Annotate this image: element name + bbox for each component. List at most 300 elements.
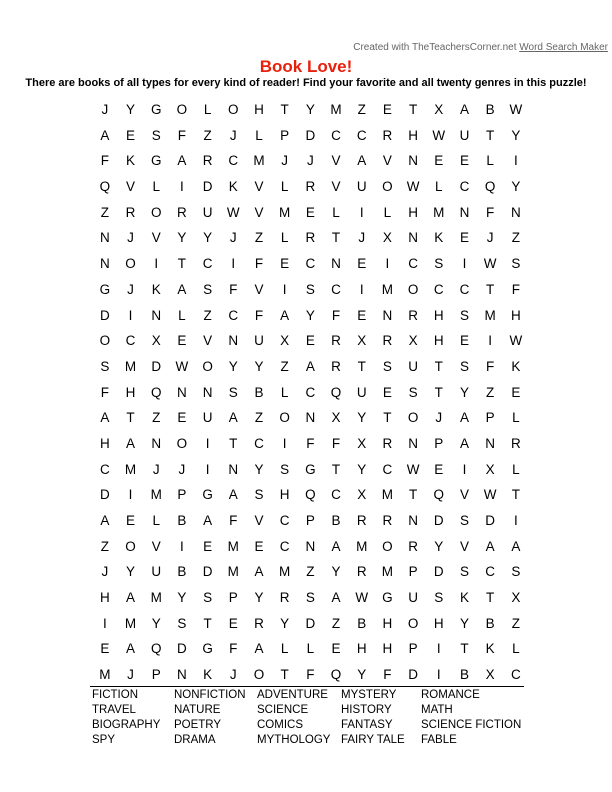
grid-letter[interactable]: J bbox=[101, 564, 109, 580]
grid-letter[interactable]: I bbox=[180, 538, 184, 554]
grid-letter[interactable]: R bbox=[382, 127, 393, 143]
grid-letter[interactable]: T bbox=[331, 461, 341, 477]
grid-letter[interactable]: O bbox=[228, 102, 239, 117]
grid-letter[interactable]: N bbox=[99, 230, 110, 246]
grid-letter[interactable]: Y bbox=[357, 461, 367, 477]
grid-letter[interactable]: K bbox=[434, 230, 444, 246]
grid-letter[interactable]: M bbox=[356, 538, 368, 554]
grid-letter[interactable]: Y bbox=[305, 102, 315, 117]
grid-letter[interactable]: E bbox=[305, 204, 315, 220]
grid-letter[interactable]: K bbox=[459, 590, 469, 606]
grid-letter[interactable]: T bbox=[408, 487, 418, 503]
grid-letter[interactable]: W bbox=[355, 590, 369, 606]
grid-letter[interactable]: J bbox=[229, 127, 237, 143]
grid-letter[interactable]: S bbox=[203, 281, 213, 297]
grid-letter[interactable]: I bbox=[359, 281, 364, 297]
grid-letter[interactable]: S bbox=[254, 487, 264, 503]
grid-letter[interactable]: Z bbox=[357, 102, 366, 117]
grid-letter[interactable]: T bbox=[460, 641, 469, 657]
grid-letter[interactable]: F bbox=[331, 435, 341, 451]
grid-letter[interactable]: Y bbox=[280, 615, 290, 631]
grid-letter[interactable]: S bbox=[459, 358, 469, 374]
grid-letter[interactable]: G bbox=[150, 153, 162, 169]
grid-letter[interactable]: J bbox=[486, 230, 494, 246]
grid-letter[interactable]: J bbox=[435, 410, 443, 426]
grid-letter[interactable]: V bbox=[331, 179, 341, 195]
grid-letter[interactable]: W bbox=[175, 358, 189, 374]
grid-letter[interactable]: V bbox=[459, 487, 469, 503]
grid-letter[interactable]: N bbox=[228, 333, 239, 349]
grid-letter[interactable]: R bbox=[331, 358, 341, 374]
grid-letter[interactable]: B bbox=[254, 384, 264, 400]
grid-letter[interactable]: T bbox=[383, 410, 392, 426]
grid-letter[interactable]: O bbox=[150, 204, 162, 220]
grid-letter[interactable]: U bbox=[356, 384, 367, 400]
grid-letter[interactable]: C bbox=[382, 461, 393, 477]
grid-letter[interactable]: A bbox=[357, 153, 367, 169]
grid-letter[interactable]: H bbox=[433, 615, 444, 631]
grid-letter[interactable]: M bbox=[124, 615, 137, 631]
grid-letter[interactable]: T bbox=[434, 358, 443, 374]
grid-letter[interactable]: I bbox=[359, 204, 364, 220]
grid-letter[interactable]: L bbox=[332, 204, 340, 220]
grid-letter[interactable]: E bbox=[357, 307, 367, 323]
grid-letter[interactable]: T bbox=[331, 230, 341, 246]
grid-letter[interactable]: R bbox=[177, 204, 187, 220]
grid-letter[interactable]: F bbox=[100, 384, 109, 400]
grid-letter[interactable]: A bbox=[126, 435, 136, 451]
grid-letter[interactable]: H bbox=[125, 384, 136, 400]
grid-letter[interactable]: E bbox=[254, 538, 264, 554]
grid-letter[interactable]: D bbox=[408, 667, 418, 683]
grid-letter[interactable]: T bbox=[486, 281, 495, 297]
grid-letter[interactable]: A bbox=[254, 641, 264, 657]
grid-letter[interactable]: M bbox=[484, 307, 496, 323]
grid-letter[interactable]: P bbox=[408, 641, 418, 657]
grid-letter[interactable]: M bbox=[99, 667, 111, 683]
grid-letter[interactable]: C bbox=[331, 281, 341, 297]
grid-letter[interactable]: O bbox=[125, 538, 136, 554]
grid-letter[interactable]: Z bbox=[511, 615, 520, 631]
grid-letter[interactable]: A bbox=[177, 153, 187, 169]
grid-letter[interactable]: S bbox=[203, 590, 213, 606]
grid-letter[interactable]: R bbox=[510, 435, 521, 451]
grid-letter[interactable]: Y bbox=[126, 102, 136, 117]
grid-letter[interactable]: R bbox=[202, 153, 213, 169]
grid-letter[interactable]: N bbox=[408, 513, 418, 528]
grid-letter[interactable]: L bbox=[280, 384, 289, 400]
grid-letter[interactable]: H bbox=[279, 487, 290, 503]
grid-letter[interactable]: F bbox=[306, 667, 315, 683]
grid-letter[interactable]: L bbox=[486, 153, 494, 169]
grid-letter[interactable]: R bbox=[356, 513, 367, 528]
grid-letter[interactable]: V bbox=[254, 513, 264, 528]
grid-letter[interactable]: A bbox=[100, 410, 110, 426]
grid-letter[interactable]: H bbox=[254, 102, 264, 117]
grid-letter[interactable]: C bbox=[331, 487, 341, 503]
grid-letter[interactable]: F bbox=[229, 641, 238, 657]
grid-letter[interactable]: W bbox=[483, 256, 497, 272]
grid-letter[interactable]: Y bbox=[228, 358, 238, 374]
grid-letter[interactable]: Z bbox=[486, 384, 495, 400]
grid-letter[interactable]: N bbox=[331, 256, 341, 272]
grid-letter[interactable]: O bbox=[407, 410, 419, 426]
grid-letter[interactable]: L bbox=[152, 513, 160, 528]
grid-letter[interactable]: A bbox=[126, 641, 136, 657]
grid-letter[interactable]: T bbox=[177, 256, 187, 272]
grid-letter[interactable]: N bbox=[202, 384, 213, 400]
grid-letter[interactable]: E bbox=[280, 256, 290, 272]
grid-letter[interactable]: A bbox=[459, 102, 469, 117]
grid-letter[interactable]: C bbox=[305, 384, 316, 400]
grid-letter[interactable]: F bbox=[306, 435, 315, 451]
grid-letter[interactable]: O bbox=[407, 281, 419, 297]
grid-letter[interactable]: T bbox=[203, 615, 212, 631]
grid-letter[interactable]: I bbox=[180, 179, 184, 195]
grid-letter[interactable]: F bbox=[511, 281, 520, 297]
grid-letter[interactable]: Z bbox=[511, 230, 520, 246]
grid-letter[interactable]: V bbox=[203, 333, 213, 349]
grid-letter[interactable]: I bbox=[436, 667, 441, 683]
grid-letter[interactable]: T bbox=[434, 384, 443, 400]
grid-letter[interactable]: W bbox=[432, 127, 446, 143]
grid-letter[interactable]: X bbox=[511, 590, 521, 606]
grid-letter[interactable]: H bbox=[408, 204, 418, 220]
grid-letter[interactable]: N bbox=[459, 204, 470, 220]
grid-letter[interactable]: H bbox=[510, 307, 521, 323]
grid-letter[interactable]: E bbox=[126, 127, 136, 143]
grid-letter[interactable]: S bbox=[305, 281, 315, 297]
grid-letter[interactable]: Z bbox=[280, 358, 289, 374]
grid-letter[interactable]: X bbox=[434, 102, 444, 117]
grid-letter[interactable]: X bbox=[280, 333, 290, 349]
grid-letter[interactable]: Q bbox=[330, 384, 342, 400]
grid-letter[interactable]: I bbox=[462, 461, 467, 477]
grid-letter[interactable]: V bbox=[151, 538, 161, 554]
grid-letter[interactable]: E bbox=[459, 153, 469, 169]
grid-letter[interactable]: J bbox=[281, 153, 289, 169]
grid-letter[interactable]: C bbox=[125, 333, 136, 349]
grid-letter[interactable]: W bbox=[483, 487, 497, 503]
grid-letter[interactable]: I bbox=[205, 461, 210, 477]
grid-letter[interactable]: S bbox=[459, 513, 469, 528]
grid-letter[interactable]: Y bbox=[203, 230, 213, 246]
grid-letter[interactable]: Q bbox=[150, 641, 162, 657]
grid-letter[interactable]: D bbox=[305, 615, 316, 631]
grid-letter[interactable]: L bbox=[152, 179, 160, 195]
grid-letter[interactable]: Z bbox=[306, 564, 315, 580]
grid-letter[interactable]: Y bbox=[331, 564, 341, 580]
grid-letter[interactable]: M bbox=[381, 564, 394, 580]
grid-letter[interactable]: M bbox=[330, 102, 342, 117]
grid-letter[interactable]: P bbox=[151, 667, 161, 683]
grid-letter[interactable]: I bbox=[513, 513, 518, 528]
grid-letter[interactable]: M bbox=[279, 204, 291, 220]
grid-letter[interactable]: U bbox=[202, 410, 213, 426]
grid-letter[interactable]: D bbox=[202, 564, 213, 580]
grid-letter[interactable]: F bbox=[254, 307, 264, 323]
grid-letter[interactable]: N bbox=[510, 204, 521, 220]
grid-letter[interactable]: I bbox=[385, 256, 390, 272]
grid-letter[interactable]: O bbox=[176, 102, 188, 117]
grid-letter[interactable]: U bbox=[254, 333, 264, 349]
grid-letter[interactable]: U bbox=[202, 204, 213, 220]
grid-letter[interactable]: A bbox=[511, 538, 521, 554]
grid-letter[interactable]: A bbox=[254, 564, 264, 580]
word-search-maker-link[interactable]: Word Search Maker bbox=[519, 42, 608, 53]
grid-letter[interactable]: M bbox=[124, 358, 137, 374]
grid-letter[interactable]: O bbox=[253, 667, 265, 683]
grid-letter[interactable]: E bbox=[203, 538, 213, 554]
grid-letter[interactable]: M bbox=[227, 538, 239, 554]
grid-letter[interactable]: T bbox=[511, 487, 520, 503]
grid-letter[interactable]: P bbox=[408, 564, 418, 580]
grid-letter[interactable]: W bbox=[509, 102, 523, 117]
grid-letter[interactable]: D bbox=[151, 358, 162, 374]
grid-letter[interactable]: T bbox=[126, 410, 135, 426]
grid-letter[interactable]: D bbox=[99, 487, 110, 503]
grid-letter[interactable]: N bbox=[228, 461, 239, 477]
grid-letter[interactable]: C bbox=[510, 667, 521, 683]
grid-letter[interactable]: E bbox=[511, 384, 521, 400]
grid-letter[interactable]: S bbox=[100, 358, 110, 374]
grid-letter[interactable]: G bbox=[99, 281, 111, 297]
grid-letter[interactable]: A bbox=[203, 513, 213, 528]
grid-letter[interactable]: I bbox=[154, 256, 159, 272]
grid-letter[interactable]: O bbox=[407, 615, 419, 631]
grid-letter[interactable]: H bbox=[99, 590, 110, 606]
grid-letter[interactable]: X bbox=[331, 410, 341, 426]
grid-letter[interactable]: B bbox=[331, 513, 341, 528]
grid-letter[interactable]: F bbox=[383, 667, 392, 683]
grid-letter[interactable]: C bbox=[279, 513, 290, 528]
grid-letter[interactable]: P bbox=[177, 487, 187, 503]
grid-letter[interactable]: S bbox=[511, 564, 521, 580]
grid-letter[interactable]: J bbox=[306, 153, 314, 169]
grid-letter[interactable]: C bbox=[99, 461, 110, 477]
grid-letter[interactable]: I bbox=[462, 256, 467, 272]
grid-letter[interactable]: M bbox=[433, 204, 445, 220]
grid-letter[interactable]: T bbox=[408, 102, 418, 117]
grid-letter[interactable]: D bbox=[202, 179, 213, 195]
grid-letter[interactable]: X bbox=[485, 461, 495, 477]
grid-letter[interactable]: N bbox=[177, 667, 187, 683]
grid-letter[interactable]: A bbox=[100, 513, 110, 528]
grid-letter[interactable]: S bbox=[177, 615, 187, 631]
grid-letter[interactable]: F bbox=[331, 307, 341, 323]
grid-letter[interactable]: C bbox=[279, 538, 290, 554]
grid-letter[interactable]: H bbox=[382, 641, 393, 657]
grid-letter[interactable]: P bbox=[305, 513, 315, 528]
grid-letter[interactable]: D bbox=[433, 564, 444, 580]
grid-letter[interactable]: M bbox=[150, 487, 162, 503]
grid-letter[interactable]: J bbox=[229, 230, 237, 246]
grid-letter[interactable]: E bbox=[126, 513, 136, 528]
grid-letter[interactable]: C bbox=[331, 127, 341, 143]
grid-letter[interactable]: A bbox=[100, 127, 110, 143]
grid-letter[interactable]: X bbox=[357, 333, 367, 349]
grid-letter[interactable]: F bbox=[486, 358, 495, 374]
grid-letter[interactable]: V bbox=[254, 179, 264, 195]
grid-letter[interactable]: I bbox=[231, 256, 236, 272]
grid-letter[interactable]: A bbox=[459, 435, 469, 451]
grid-letter[interactable]: V bbox=[126, 179, 136, 195]
grid-letter[interactable]: L bbox=[435, 179, 443, 195]
grid-letter[interactable]: B bbox=[357, 615, 367, 631]
grid-letter[interactable]: L bbox=[512, 410, 520, 426]
grid-letter[interactable]: Q bbox=[433, 487, 445, 503]
grid-letter[interactable]: I bbox=[513, 153, 518, 169]
grid-letter[interactable]: H bbox=[99, 435, 110, 451]
grid-letter[interactable]: Z bbox=[203, 127, 212, 143]
grid-letter[interactable]: E bbox=[434, 461, 444, 477]
grid-letter[interactable]: Y bbox=[511, 127, 521, 143]
grid-letter[interactable]: S bbox=[151, 127, 161, 143]
grid-letter[interactable]: F bbox=[100, 153, 109, 169]
grid-letter[interactable]: A bbox=[485, 538, 495, 554]
grid-letter[interactable]: P bbox=[434, 435, 444, 451]
grid-letter[interactable]: I bbox=[128, 487, 133, 503]
grid-letter[interactable]: X bbox=[151, 333, 161, 349]
grid-letter[interactable]: D bbox=[99, 307, 110, 323]
grid-letter[interactable]: S bbox=[280, 461, 290, 477]
grid-letter[interactable]: K bbox=[228, 179, 238, 195]
grid-letter[interactable]: F bbox=[229, 513, 238, 528]
grid-letter[interactable]: Z bbox=[331, 615, 341, 631]
grid-letter[interactable]: E bbox=[459, 230, 469, 246]
grid-letter[interactable]: T bbox=[229, 435, 238, 451]
grid-letter[interactable]: N bbox=[485, 435, 496, 451]
grid-letter[interactable]: J bbox=[127, 230, 134, 246]
grid-letter[interactable]: U bbox=[408, 358, 418, 374]
grid-letter[interactable]: M bbox=[150, 590, 162, 606]
grid-letter[interactable]: S bbox=[511, 256, 521, 272]
grid-letter[interactable]: C bbox=[228, 153, 239, 169]
grid-letter[interactable]: Y bbox=[357, 667, 367, 683]
grid-letter[interactable]: V bbox=[331, 153, 341, 169]
grid-letter[interactable]: L bbox=[306, 641, 315, 657]
grid-letter[interactable]: C bbox=[459, 281, 470, 297]
grid-letter[interactable]: R bbox=[382, 333, 393, 349]
grid-letter[interactable]: N bbox=[305, 410, 316, 426]
grid-letter[interactable]: M bbox=[381, 281, 394, 297]
grid-letter[interactable]: F bbox=[486, 204, 495, 220]
grid-letter[interactable]: Y bbox=[459, 384, 469, 400]
grid-letter[interactable]: B bbox=[177, 513, 187, 528]
grid-letter[interactable]: N bbox=[305, 538, 316, 554]
grid-letter[interactable]: G bbox=[382, 590, 393, 606]
grid-letter[interactable]: L bbox=[255, 127, 263, 143]
grid-letter[interactable]: G bbox=[150, 102, 162, 117]
grid-letter[interactable]: E bbox=[382, 384, 392, 400]
grid-letter[interactable]: I bbox=[102, 615, 107, 631]
grid-letter[interactable]: B bbox=[177, 564, 187, 580]
grid-letter[interactable]: E bbox=[434, 153, 444, 169]
grid-letter[interactable]: N bbox=[408, 153, 418, 169]
grid-letter[interactable]: I bbox=[282, 435, 287, 451]
grid-letter[interactable]: L bbox=[383, 204, 392, 220]
grid-letter[interactable]: Y bbox=[177, 590, 187, 606]
grid-letter[interactable]: J bbox=[358, 230, 366, 246]
grid-letter[interactable]: T bbox=[486, 127, 495, 143]
grid-letter[interactable]: T bbox=[280, 102, 289, 117]
grid-letter[interactable]: R bbox=[305, 179, 316, 195]
grid-letter[interactable]: H bbox=[382, 615, 393, 631]
grid-letter[interactable]: A bbox=[228, 487, 238, 503]
grid-letter[interactable]: K bbox=[126, 153, 136, 169]
grid-letter[interactable]: W bbox=[509, 333, 523, 349]
grid-letter[interactable]: E bbox=[382, 102, 392, 117]
grid-letter[interactable]: C bbox=[228, 307, 239, 323]
grid-letter[interactable]: C bbox=[408, 256, 418, 272]
grid-letter[interactable]: R bbox=[382, 435, 393, 451]
grid-letter[interactable]: S bbox=[434, 256, 444, 272]
grid-letter[interactable]: D bbox=[177, 641, 187, 657]
grid-letter[interactable]: X bbox=[408, 333, 418, 349]
grid-letter[interactable]: K bbox=[151, 281, 161, 297]
grid-letter[interactable]: M bbox=[124, 461, 137, 477]
grid-letter[interactable]: X bbox=[485, 667, 495, 683]
grid-letter[interactable]: L bbox=[512, 641, 520, 657]
grid-letter[interactable]: V bbox=[254, 281, 264, 297]
grid-letter[interactable]: H bbox=[356, 641, 367, 657]
grid-letter[interactable]: H bbox=[433, 307, 444, 323]
grid-letter[interactable]: C bbox=[254, 435, 264, 451]
grid-letter[interactable]: Y bbox=[126, 564, 136, 580]
grid-letter[interactable]: R bbox=[254, 615, 264, 631]
grid-letter[interactable]: A bbox=[331, 538, 341, 554]
grid-letter[interactable]: R bbox=[382, 513, 393, 528]
grid-letter[interactable]: L bbox=[203, 102, 212, 117]
grid-letter[interactable]: X bbox=[357, 487, 367, 503]
grid-letter[interactable]: R bbox=[408, 307, 418, 323]
grid-letter[interactable]: W bbox=[406, 461, 420, 477]
grid-letter[interactable]: M bbox=[253, 153, 265, 169]
grid-letter[interactable]: B bbox=[485, 615, 495, 631]
grid-letter[interactable]: E bbox=[100, 641, 110, 657]
grid-letter[interactable]: A bbox=[126, 590, 136, 606]
grid-letter[interactable]: T bbox=[486, 590, 495, 606]
grid-letter[interactable]: W bbox=[226, 204, 240, 220]
grid-letter[interactable]: C bbox=[485, 564, 496, 580]
grid-letter[interactable]: E bbox=[305, 333, 315, 349]
grid-letter[interactable]: O bbox=[176, 435, 188, 451]
grid-letter[interactable]: I bbox=[488, 333, 493, 349]
grid-letter[interactable]: Q bbox=[150, 384, 162, 400]
grid-letter[interactable]: E bbox=[228, 615, 238, 631]
grid-letter[interactable]: H bbox=[408, 127, 418, 143]
grid-letter[interactable]: J bbox=[127, 281, 134, 297]
grid-letter[interactable]: Y bbox=[305, 307, 315, 323]
grid-letter[interactable]: O bbox=[202, 358, 213, 374]
grid-letter[interactable]: P bbox=[485, 410, 495, 426]
grid-letter[interactable]: E bbox=[177, 410, 187, 426]
grid-letter[interactable]: U bbox=[408, 590, 418, 606]
grid-letter[interactable]: E bbox=[459, 333, 469, 349]
grid-letter[interactable]: W bbox=[406, 179, 420, 195]
grid-letter[interactable]: S bbox=[408, 384, 418, 400]
grid-letter[interactable]: S bbox=[382, 358, 392, 374]
grid-letter[interactable]: R bbox=[279, 590, 290, 606]
grid-letter[interactable]: J bbox=[152, 461, 160, 477]
grid-letter[interactable]: S bbox=[228, 384, 238, 400]
grid-letter[interactable]: Z bbox=[152, 410, 161, 426]
grid-letter[interactable]: O bbox=[99, 333, 111, 349]
grid-letter[interactable]: A bbox=[459, 410, 469, 426]
grid-letter[interactable]: L bbox=[280, 230, 289, 246]
grid-letter[interactable]: E bbox=[357, 256, 367, 272]
grid-letter[interactable]: Z bbox=[254, 410, 264, 426]
